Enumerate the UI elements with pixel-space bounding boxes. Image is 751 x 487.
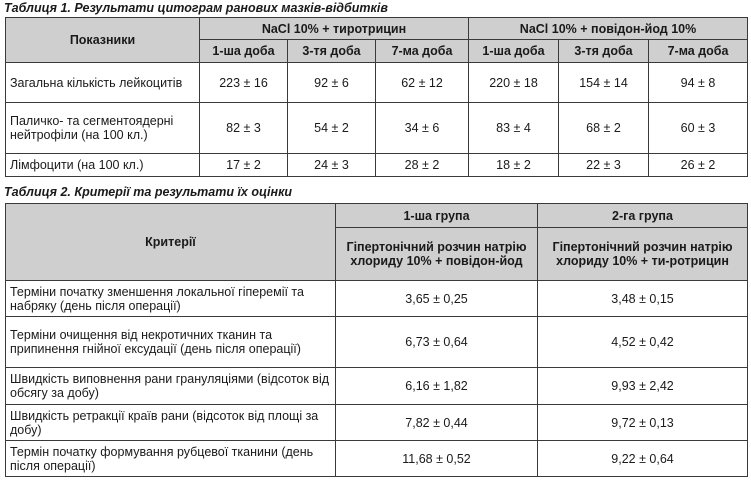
table2-caption: Таблиця 2. Критерії та результати їх оцінки bbox=[4, 185, 293, 199]
cell-value: 7,82 ± 0,44 bbox=[336, 405, 538, 441]
table-row bbox=[6, 368, 748, 405]
cell-value: 28 ± 2 bbox=[376, 154, 469, 177]
header-day: 7-ма доба bbox=[649, 40, 748, 63]
row-label: Лімфоцити (на 100 кл.) bbox=[6, 154, 200, 177]
header-indicators: Показники bbox=[6, 18, 200, 63]
cell-value: 34 ± 6 bbox=[376, 103, 469, 154]
cell-value: 9,72 ± 0,13 bbox=[538, 405, 748, 441]
cell-value: 92 ± 6 bbox=[288, 63, 376, 103]
header-group-tyrothricin: NaCl 10% + тиротрицин bbox=[200, 18, 469, 40]
cell-value: 26 ± 2 bbox=[649, 154, 748, 177]
row-label: Паличко- та сегментоядерні нейтрофіли (на 100 кл.) bbox=[6, 103, 200, 154]
cell-value: 83 ± 4 bbox=[469, 103, 559, 154]
cell-value: 9,93 ± 2,42 bbox=[538, 368, 748, 405]
cell-value: 4,52 ± 0,42 bbox=[538, 317, 748, 368]
cell-value: 6,16 ± 1,82 bbox=[336, 368, 538, 405]
header-day: 1-ша доба bbox=[200, 40, 288, 63]
table1-caption: Таблиця 1. Результати цитограм ранових мазків-відбитків bbox=[4, 1, 388, 15]
header-day: 3-тя доба bbox=[288, 40, 376, 63]
cell-value: 223 ± 16 bbox=[200, 63, 288, 103]
table1 bbox=[5, 17, 748, 177]
table2 bbox=[5, 203, 748, 477]
table-row bbox=[6, 317, 748, 368]
row-label: Терміни початку зменшення локальної гіперемії та набряку (день після операції) bbox=[6, 281, 336, 317]
cell-value: 9,22 ± 0,64 bbox=[538, 441, 748, 477]
cell-value: 68 ± 2 bbox=[559, 103, 649, 154]
header-day: 1-ша доба bbox=[469, 40, 559, 63]
row-label: Термін початку формування рубцевої тканини (день після операції) bbox=[6, 441, 336, 477]
header-criteria: Критерії bbox=[6, 204, 336, 281]
row-label: Швидкість ретракції країв рани (відсоток від площі за добу) bbox=[6, 405, 336, 441]
cell-value: 6,73 ± 0,64 bbox=[336, 317, 538, 368]
table-row bbox=[6, 103, 748, 154]
cell-value: 60 ± 3 bbox=[649, 103, 748, 154]
cell-value: 154 ± 14 bbox=[559, 63, 649, 103]
header-day: 7-ма доба bbox=[376, 40, 469, 63]
cell-value: 3,65 ± 0,25 bbox=[336, 281, 538, 317]
cell-value: 62 ± 12 bbox=[376, 63, 469, 103]
cell-value: 22 ± 3 bbox=[559, 154, 649, 177]
cell-value: 220 ± 18 bbox=[469, 63, 559, 103]
header-group1: 1-ша група bbox=[336, 204, 538, 228]
row-label: Швидкість виповнення рани грануляціями (відсоток від обсягу за добу) bbox=[6, 368, 336, 405]
header-group2: 2-га група bbox=[538, 204, 748, 228]
cell-value: 18 ± 2 bbox=[469, 154, 559, 177]
row-label: Загальна кількість лейкоцитів bbox=[6, 63, 200, 103]
cell-value: 3,48 ± 0,15 bbox=[538, 281, 748, 317]
cell-value: 82 ± 3 bbox=[200, 103, 288, 154]
cell-value: 94 ± 8 bbox=[649, 63, 748, 103]
header-group1-desc: Гіпертонічний розчин натрію хлориду 10% + повідон-йод bbox=[336, 228, 538, 281]
table-row bbox=[6, 281, 748, 317]
cell-value: 24 ± 3 bbox=[288, 154, 376, 177]
cell-value: 11,68 ± 0,52 bbox=[336, 441, 538, 477]
header-group-povidone: NaCl 10% + повідон-йод 10% bbox=[469, 18, 748, 40]
cell-value: 54 ± 2 bbox=[288, 103, 376, 154]
table-row bbox=[6, 154, 748, 177]
header-day: 3-тя доба bbox=[559, 40, 649, 63]
row-label: Терміни очищення від некротичних тканин та припинення гнійної ексудації (день після операції) bbox=[6, 317, 336, 368]
cell-value: 17 ± 2 bbox=[200, 154, 288, 177]
table-row bbox=[6, 441, 748, 477]
header-group2-desc: Гіпертонічний розчин натрію хлориду 10% + ти-ротрицин bbox=[538, 228, 748, 281]
table-row bbox=[6, 405, 748, 441]
table-row bbox=[6, 63, 748, 103]
